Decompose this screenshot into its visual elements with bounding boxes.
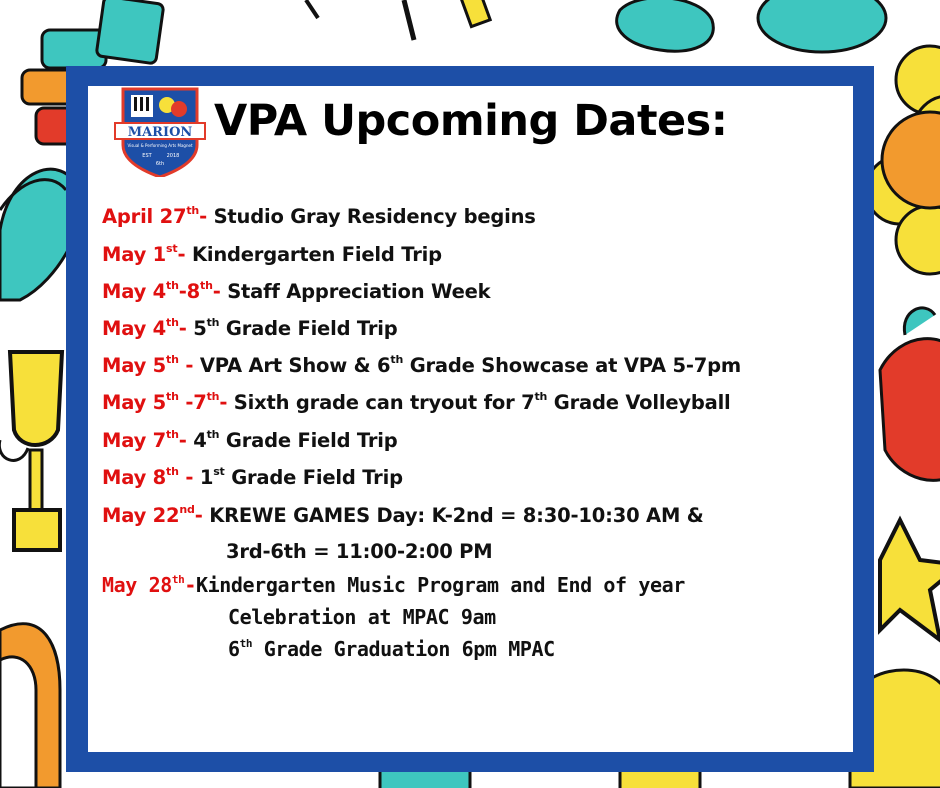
event-line-continuation: 3rd-6th = 11:00-2:00 PM	[226, 540, 493, 563]
event-date: May 8th -	[102, 465, 200, 489]
event-date: May 4th-8th-	[102, 279, 228, 303]
crayon-icon	[620, 770, 700, 788]
event-line-continuation: Celebration at MPAC 9am	[228, 605, 496, 629]
event-line	[102, 354, 741, 377]
event-text: Staff Appreciation Week	[227, 280, 491, 303]
event-line	[102, 504, 704, 527]
event-text: Kindergarten Field Trip	[191, 243, 442, 266]
event-text: 1st Grade Field Trip	[199, 465, 403, 489]
event-line	[102, 466, 403, 489]
cap-icon	[758, 0, 886, 52]
sunflower-icon	[866, 46, 940, 274]
event-line	[102, 243, 442, 266]
event-line	[102, 205, 536, 228]
logo-name: MARION	[127, 125, 193, 140]
logo-year: 2018	[166, 153, 180, 159]
event-text: Kindergarten Music Program and End of year	[195, 573, 685, 597]
logo-grade: 6th	[155, 161, 165, 167]
event-text: Sixth grade can tryout for 7th Grade Volleyball	[233, 390, 731, 414]
event-date: May 5th -7th-	[102, 390, 234, 414]
event-date: May 22nd-	[102, 503, 210, 527]
paint-blob-icon	[617, 0, 714, 51]
event-line-may28	[102, 573, 685, 597]
page-title: VPA Upcoming Dates:	[214, 96, 728, 146]
event-line	[102, 391, 731, 414]
protractor-icon	[0, 624, 60, 788]
pencil-icon	[306, 0, 490, 40]
event-date: May 7th-	[102, 428, 194, 452]
logo-tagline: Visual & Performing Arts Magnet	[127, 143, 193, 148]
event-text: Studio Gray Residency begins	[213, 205, 536, 228]
event-date: May 5th -	[102, 353, 200, 377]
event-date: May 4th-	[102, 316, 194, 340]
event-date: May 1st-	[102, 242, 192, 266]
event-line	[102, 429, 398, 452]
marion-school-logo	[113, 85, 207, 177]
event-text: 4th Grade Field Trip	[193, 428, 398, 452]
event-text: 5th Grade Field Trip	[193, 316, 398, 340]
event-date: May 28th-	[102, 573, 196, 597]
event-line	[102, 280, 490, 303]
crayon-icon	[380, 770, 470, 788]
star-icon	[880, 520, 940, 640]
trophy-icon	[0, 352, 62, 550]
event-date: April 27th-	[102, 204, 214, 228]
event-line	[102, 317, 398, 340]
event-line-continuation: 6th Grade Graduation 6pm MPAC	[228, 637, 555, 661]
event-text: KREWE GAMES Day: K-2nd = 8:30-10:30 AM &	[209, 504, 704, 527]
event-text: VPA Art Show & 6th Grade Showcase at VPA 5-7pm	[199, 353, 741, 377]
apple-icon	[880, 308, 940, 480]
logo-est: EST	[142, 153, 152, 159]
